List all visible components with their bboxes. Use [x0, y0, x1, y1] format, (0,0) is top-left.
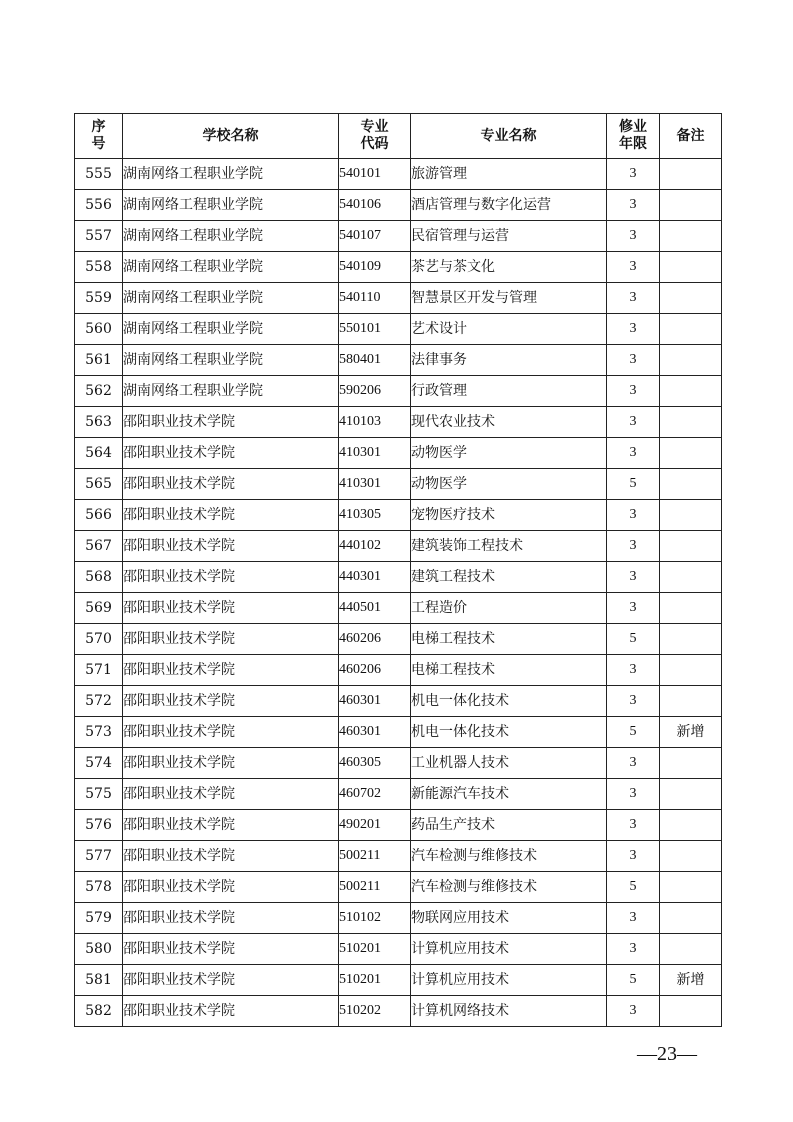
cell-years: 3 [607, 903, 660, 934]
table-row [75, 190, 722, 221]
cell-major: 计算机应用技术 [411, 965, 607, 996]
cell-years: 3 [607, 810, 660, 841]
cell-major: 法律事务 [411, 345, 607, 376]
cell-major: 行政管理 [411, 376, 607, 407]
cell-major: 机电一体化技术 [411, 686, 607, 717]
table-row [75, 314, 722, 345]
header-note: 备注 [660, 114, 722, 159]
cell-code: 540110 [339, 283, 411, 314]
cell-seq: 582 [75, 996, 123, 1027]
cell-seq: 564 [75, 438, 123, 469]
cell-code: 490201 [339, 810, 411, 841]
cell-note: 新增 [660, 965, 722, 996]
header-school: 学校名称 [123, 114, 339, 159]
cell-school: 湖南网络工程职业学院 [123, 314, 339, 345]
cell-seq: 558 [75, 252, 123, 283]
table-row [75, 469, 722, 500]
cell-code: 500211 [339, 872, 411, 903]
cell-note [660, 996, 722, 1027]
cell-note [660, 376, 722, 407]
cell-code: 540101 [339, 159, 411, 190]
cell-note [660, 593, 722, 624]
cell-school: 邵阳职业技术学院 [123, 469, 339, 500]
cell-code: 510201 [339, 965, 411, 996]
cell-note [660, 810, 722, 841]
cell-seq: 566 [75, 500, 123, 531]
cell-major: 汽车检测与维修技术 [411, 841, 607, 872]
cell-major: 智慧景区开发与管理 [411, 283, 607, 314]
table-row [75, 996, 722, 1027]
cell-code: 460206 [339, 655, 411, 686]
cell-years: 3 [607, 407, 660, 438]
cell-note [660, 345, 722, 376]
cell-code: 550101 [339, 314, 411, 345]
cell-school: 邵阳职业技术学院 [123, 438, 339, 469]
cell-major: 茶艺与茶文化 [411, 252, 607, 283]
cell-years: 3 [607, 655, 660, 686]
cell-school: 邵阳职业技术学院 [123, 655, 339, 686]
cell-seq: 577 [75, 841, 123, 872]
table-row [75, 655, 722, 686]
cell-seq: 575 [75, 779, 123, 810]
cell-note [660, 221, 722, 252]
cell-years: 3 [607, 283, 660, 314]
table-row [75, 221, 722, 252]
cell-years: 3 [607, 686, 660, 717]
table-row [75, 779, 722, 810]
cell-major: 动物医学 [411, 469, 607, 500]
cell-school: 湖南网络工程职业学院 [123, 376, 339, 407]
cell-years: 3 [607, 190, 660, 221]
cell-code: 460702 [339, 779, 411, 810]
cell-years: 3 [607, 345, 660, 376]
cell-school: 邵阳职业技术学院 [123, 965, 339, 996]
cell-years: 5 [607, 965, 660, 996]
cell-school: 邵阳职业技术学院 [123, 562, 339, 593]
cell-seq: 569 [75, 593, 123, 624]
cell-seq: 571 [75, 655, 123, 686]
table-row [75, 903, 722, 934]
cell-code: 500211 [339, 841, 411, 872]
cell-note [660, 841, 722, 872]
cell-school: 湖南网络工程职业学院 [123, 221, 339, 252]
cell-school: 邵阳职业技术学院 [123, 717, 339, 748]
table-row [75, 376, 722, 407]
cell-school: 邵阳职业技术学院 [123, 779, 339, 810]
cell-code: 540109 [339, 252, 411, 283]
table-row [75, 810, 722, 841]
cell-school: 邵阳职业技术学院 [123, 810, 339, 841]
cell-school: 邵阳职业技术学院 [123, 593, 339, 624]
cell-note [660, 562, 722, 593]
cell-years: 3 [607, 221, 660, 252]
table-row [75, 283, 722, 314]
cell-note: 新增 [660, 717, 722, 748]
cell-note [660, 686, 722, 717]
cell-major: 艺术设计 [411, 314, 607, 345]
table-row [75, 965, 722, 996]
cell-major: 动物医学 [411, 438, 607, 469]
cell-years: 3 [607, 438, 660, 469]
cell-school: 邵阳职业技术学院 [123, 748, 339, 779]
cell-seq: 573 [75, 717, 123, 748]
table-row [75, 717, 722, 748]
cell-seq: 568 [75, 562, 123, 593]
header-years-line1: 修业 [619, 119, 647, 135]
cell-seq: 570 [75, 624, 123, 655]
cell-major: 工程造价 [411, 593, 607, 624]
cell-years: 3 [607, 376, 660, 407]
cell-code: 460305 [339, 748, 411, 779]
cell-years: 5 [607, 624, 660, 655]
cell-years: 5 [607, 872, 660, 903]
cell-code: 460206 [339, 624, 411, 655]
cell-seq: 574 [75, 748, 123, 779]
cell-seq: 580 [75, 934, 123, 965]
table-row [75, 872, 722, 903]
cell-school: 湖南网络工程职业学院 [123, 252, 339, 283]
cell-seq: 578 [75, 872, 123, 903]
cell-years: 3 [607, 562, 660, 593]
cell-note [660, 624, 722, 655]
table-row [75, 407, 722, 438]
cell-code: 410103 [339, 407, 411, 438]
cell-note [660, 655, 722, 686]
table-row [75, 252, 722, 283]
cell-note [660, 159, 722, 190]
table-row [75, 624, 722, 655]
cell-major: 电梯工程技术 [411, 655, 607, 686]
cell-note [660, 934, 722, 965]
cell-major: 物联网应用技术 [411, 903, 607, 934]
cell-note [660, 903, 722, 934]
cell-years: 3 [607, 252, 660, 283]
cell-note [660, 531, 722, 562]
header-seq [75, 114, 123, 159]
cell-school: 邵阳职业技术学院 [123, 872, 339, 903]
cell-major: 电梯工程技术 [411, 624, 607, 655]
cell-note [660, 407, 722, 438]
cell-major: 工业机器人技术 [411, 748, 607, 779]
table-row [75, 562, 722, 593]
cell-years: 3 [607, 593, 660, 624]
cell-seq: 561 [75, 345, 123, 376]
cell-note [660, 438, 722, 469]
cell-years: 3 [607, 841, 660, 872]
cell-note [660, 252, 722, 283]
cell-seq: 565 [75, 469, 123, 500]
table-row [75, 531, 722, 562]
cell-code: 540107 [339, 221, 411, 252]
header-years [607, 114, 660, 159]
cell-school: 湖南网络工程职业学院 [123, 345, 339, 376]
cell-note [660, 469, 722, 500]
header-code [339, 114, 411, 159]
cell-code: 460301 [339, 717, 411, 748]
cell-note [660, 748, 722, 779]
cell-code: 410301 [339, 438, 411, 469]
cell-school: 邵阳职业技术学院 [123, 500, 339, 531]
cell-school: 邵阳职业技术学院 [123, 407, 339, 438]
cell-code: 590206 [339, 376, 411, 407]
cell-code: 510202 [339, 996, 411, 1027]
cell-school: 湖南网络工程职业学院 [123, 159, 339, 190]
cell-major: 民宿管理与运营 [411, 221, 607, 252]
cell-major: 计算机网络技术 [411, 996, 607, 1027]
cell-code: 510102 [339, 903, 411, 934]
cell-school: 湖南网络工程职业学院 [123, 283, 339, 314]
header-code-line1: 专业 [360, 119, 389, 135]
cell-school: 湖南网络工程职业学院 [123, 190, 339, 221]
cell-seq: 557 [75, 221, 123, 252]
cell-seq: 563 [75, 407, 123, 438]
cell-note [660, 190, 722, 221]
cell-code: 540106 [339, 190, 411, 221]
majors-table [74, 113, 722, 1027]
table-row [75, 159, 722, 190]
cell-years: 3 [607, 314, 660, 345]
cell-school: 邵阳职业技术学院 [123, 996, 339, 1027]
cell-years: 3 [607, 531, 660, 562]
table-row [75, 438, 722, 469]
cell-code: 440501 [339, 593, 411, 624]
cell-major: 宠物医疗技术 [411, 500, 607, 531]
cell-years: 5 [607, 717, 660, 748]
table-row [75, 748, 722, 779]
cell-seq: 576 [75, 810, 123, 841]
cell-major: 计算机应用技术 [411, 934, 607, 965]
cell-years: 3 [607, 500, 660, 531]
cell-note [660, 283, 722, 314]
header-major: 专业名称 [411, 114, 607, 159]
cell-years: 3 [607, 779, 660, 810]
cell-seq: 567 [75, 531, 123, 562]
cell-major: 药品生产技术 [411, 810, 607, 841]
header-code-line2: 代码 [360, 136, 389, 152]
cell-code: 410301 [339, 469, 411, 500]
cell-seq: 579 [75, 903, 123, 934]
cell-years: 3 [607, 159, 660, 190]
cell-code: 580401 [339, 345, 411, 376]
cell-note [660, 872, 722, 903]
cell-major: 酒店管理与数字化运营 [411, 190, 607, 221]
cell-code: 410305 [339, 500, 411, 531]
header-seq-line1: 序 [91, 119, 106, 135]
cell-major: 建筑工程技术 [411, 562, 607, 593]
cell-note [660, 314, 722, 345]
cell-years: 3 [607, 748, 660, 779]
cell-seq: 572 [75, 686, 123, 717]
cell-school: 邵阳职业技术学院 [123, 934, 339, 965]
cell-seq: 581 [75, 965, 123, 996]
header-years-line2: 年限 [619, 136, 647, 152]
cell-major: 旅游管理 [411, 159, 607, 190]
table-row [75, 841, 722, 872]
cell-school: 邵阳职业技术学院 [123, 841, 339, 872]
cell-major: 现代农业技术 [411, 407, 607, 438]
cell-years: 5 [607, 469, 660, 500]
cell-code: 440301 [339, 562, 411, 593]
cell-school: 邵阳职业技术学院 [123, 686, 339, 717]
cell-major: 汽车检测与维修技术 [411, 872, 607, 903]
cell-code: 460301 [339, 686, 411, 717]
table-row [75, 500, 722, 531]
table-row [75, 593, 722, 624]
cell-major: 机电一体化技术 [411, 717, 607, 748]
cell-seq: 559 [75, 283, 123, 314]
cell-years: 3 [607, 996, 660, 1027]
header-seq-line2: 号 [91, 136, 106, 152]
cell-note [660, 779, 722, 810]
table-row [75, 934, 722, 965]
table-body [75, 159, 722, 1027]
table-header-row [75, 114, 722, 159]
cell-seq: 562 [75, 376, 123, 407]
cell-code: 510201 [339, 934, 411, 965]
cell-seq: 556 [75, 190, 123, 221]
cell-years: 3 [607, 934, 660, 965]
cell-major: 新能源汽车技术 [411, 779, 607, 810]
cell-seq: 555 [75, 159, 123, 190]
cell-code: 440102 [339, 531, 411, 562]
page-number: —23— [637, 1043, 697, 1065]
cell-major: 建筑装饰工程技术 [411, 531, 607, 562]
cell-school: 邵阳职业技术学院 [123, 903, 339, 934]
cell-seq: 560 [75, 314, 123, 345]
cell-school: 邵阳职业技术学院 [123, 531, 339, 562]
cell-school: 邵阳职业技术学院 [123, 624, 339, 655]
table-row [75, 345, 722, 376]
table-row [75, 686, 722, 717]
cell-note [660, 500, 722, 531]
